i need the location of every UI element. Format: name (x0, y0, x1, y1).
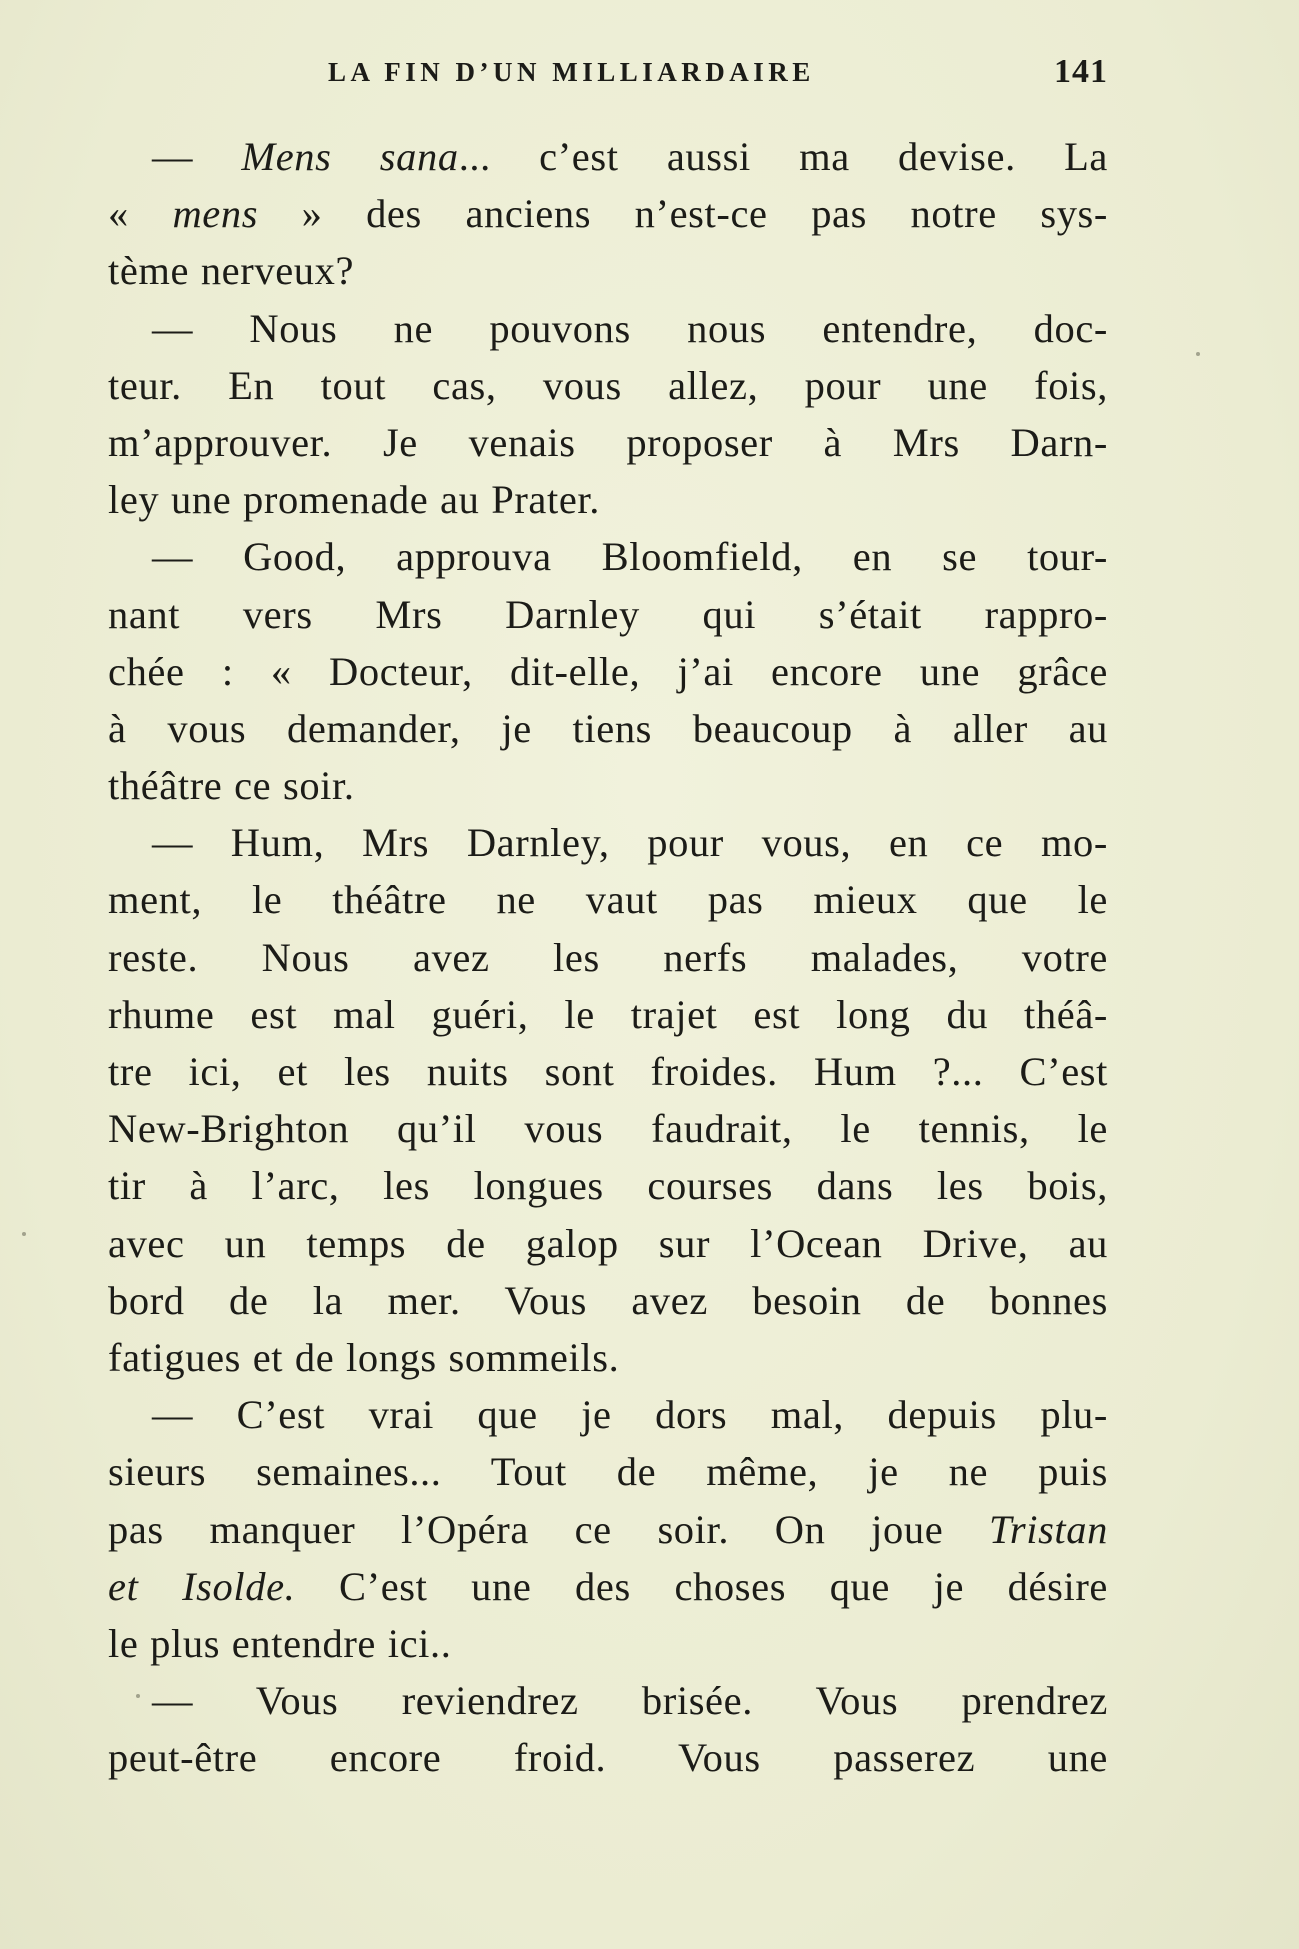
paper-speck (136, 1694, 140, 1698)
text-line (108, 700, 1108, 757)
body-text (108, 128, 1108, 1786)
text-line (108, 1443, 1108, 1500)
text-segment: — C’est vrai que je dors mal, depuis plu- (152, 1392, 1108, 1438)
text-line (108, 414, 1108, 471)
text-segment: tir à l’arc, les longues courses dans les bois, (108, 1163, 1108, 1209)
text-line (108, 300, 1108, 357)
text-segment: — Nous ne pouvons nous entendre, doc- (152, 305, 1108, 351)
text-segment: chée : « Docteur, dit-elle, j’ai encore une grâce (108, 648, 1108, 694)
text-segment: rhume est mal guéri, le trajet est long du théâ- (108, 991, 1108, 1037)
text-line (108, 357, 1108, 414)
text-segment: sieurs semaines... Tout de même, je ne puis (108, 1449, 1108, 1495)
text-line (108, 185, 1108, 242)
text-line (108, 1615, 1108, 1672)
text-line (108, 643, 1108, 700)
paper-speck (1196, 352, 1200, 356)
italic-segment: mens (172, 191, 259, 237)
italic-segment: Mens sana (241, 134, 459, 179)
text-line (108, 1215, 1108, 1272)
text-segment: peut-être encore froid. Vous passerez une (108, 1735, 1108, 1781)
text-line (108, 814, 1108, 871)
text-segment: pas manquer l’Opéra ce soir. On joue (108, 1506, 989, 1552)
text-line (108, 1329, 1108, 1386)
text-segment: ... c’est aussi ma devise. La (458, 134, 1109, 179)
text-line (108, 586, 1108, 643)
text-line (108, 1043, 1108, 1100)
text-segment: teur. En tout cas, vous allez, pour une fois, (108, 362, 1108, 408)
text-line (108, 471, 1108, 528)
text-line (108, 757, 1108, 814)
text-line (108, 929, 1108, 986)
text-line (108, 871, 1108, 928)
running-title: LA FIN D’UN MILLIARDAIRE (328, 57, 815, 87)
text-segment: bord de la mer. Vous avez besoin de bonnes (108, 1277, 1108, 1323)
italic-segment: et Isolde. (108, 1563, 296, 1609)
text-segment: — Good, approuva Bloomfield, en se tour- (152, 534, 1108, 580)
text-segment: « (108, 191, 173, 237)
text-segment: avec un temps de galop sur l’Ocean Drive, au (108, 1220, 1108, 1266)
paper-speck (22, 1232, 26, 1236)
text-line (108, 128, 1108, 185)
text-segment: — (152, 134, 242, 179)
text-segment: reste. Nous avez les nerfs malades, votre (108, 934, 1108, 980)
text-segment: m’approuver. Je venais proposer à Mrs Darn- (108, 419, 1108, 465)
text-line (108, 528, 1108, 585)
text-line (108, 1672, 1108, 1729)
running-head (108, 55, 1108, 95)
text-segment: » des anciens n’est-ce pas notre sys- (258, 191, 1109, 237)
text-segment: théâtre ce soir. (108, 763, 355, 809)
text-segment: à vous demander, je tiens beaucoup à aller au (108, 705, 1108, 751)
text-segment: ley une promenade au Prater. (108, 477, 600, 523)
text-segment: fatigues et de longs sommeils. (108, 1334, 620, 1380)
text-line (108, 242, 1108, 299)
text-line (108, 986, 1108, 1043)
text-segment: — Hum, Mrs Darnley, pour vous, en ce mo- (152, 820, 1108, 866)
text-line (108, 1558, 1108, 1615)
text-line (108, 1157, 1108, 1214)
text-segment: le plus entendre ici.. (108, 1620, 452, 1666)
text-segment: nant vers Mrs Darnley qui s’était rappro- (108, 591, 1108, 637)
page-number: 141 (1054, 53, 1108, 90)
text-line (108, 1386, 1108, 1443)
text-segment: tème nerveux? (108, 248, 355, 294)
text-line (108, 1729, 1108, 1786)
text-segment: — Vous reviendrez brisée. Vous prendrez (152, 1678, 1108, 1724)
text-segment: ment, le théâtre ne vaut pas mieux que le (108, 877, 1108, 923)
text-line (108, 1272, 1108, 1329)
text-line (108, 1100, 1108, 1157)
text-line (108, 1501, 1108, 1558)
text-segment: tre ici, et les nuits sont froides. Hum ?... C’est (108, 1049, 1108, 1094)
text-segment: New-Brighton qu’il vous faudrait, le tennis, le (108, 1106, 1108, 1152)
text-segment: C’est une des choses que je désire (295, 1563, 1108, 1609)
italic-segment: Tristan (988, 1506, 1108, 1552)
